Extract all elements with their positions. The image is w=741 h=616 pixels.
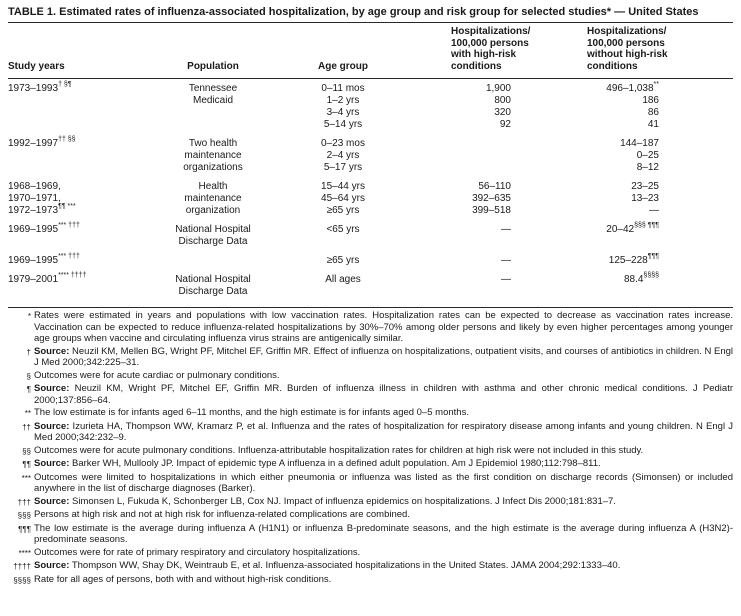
footnote: [8, 370, 733, 383]
footnote-marker: ¶¶¶: [18, 524, 31, 534]
table-row: [8, 135, 733, 150]
cell-age-group: [293, 286, 393, 298]
footnote-marker: *: [27, 312, 31, 321]
cell-study-years: [8, 135, 133, 150]
cell-high-risk-rate: [393, 274, 543, 286]
header-line: 100,000 persons: [587, 37, 665, 49]
footnote-body-text: Persons at high risk and not at high risk for influenza-related complications are combined.: [34, 509, 410, 520]
cell-without-high-risk-rate: [543, 221, 733, 236]
footnote-body-text: Neuzil KM, Wright PF, Mitchel EF, Griffin MR. Burden of influenza illness in children with asthma and other chronic medical conditions. J Pediatr 2000;137:856–64.: [34, 383, 733, 406]
cell-without-high-risk-rate: [543, 107, 733, 119]
without-high-risk-footnote-marks: §§§§: [643, 271, 659, 279]
cell-study-years: [8, 107, 133, 119]
footnote-marker: †††: [17, 497, 31, 507]
cell-population: National Hospital: [175, 224, 251, 235]
cell-study-years: [8, 150, 133, 162]
footnote-body-text: Rate for all ages of persons, both with and without high-risk conditions.: [34, 573, 332, 585]
footnote-marker: **: [24, 409, 31, 418]
footnote-source-label: Source:: [34, 458, 70, 469]
footnote-marker: ††††: [13, 562, 31, 571]
without-high-risk-value: —: [649, 205, 659, 216]
cell-without-high-risk-rate: [543, 236, 733, 248]
study-years-text: 1992–1997: [8, 138, 59, 149]
footnote-text: [34, 472, 733, 495]
footnote: [8, 472, 733, 495]
table-title: TABLE 1. Estimated rates of influenza-associated hospitalization, by age group and risk group for selected studies* — United States: [8, 6, 699, 18]
cell-age-group: ≥65 yrs: [326, 205, 360, 216]
study-years-footnote-marks: † §¶: [58, 80, 72, 88]
cell-age-group: 45–64 yrs: [321, 193, 365, 204]
footnote-source-label: Source:: [34, 495, 70, 507]
footnote-source-label: Source:: [34, 420, 70, 432]
table-row: [8, 221, 733, 236]
cell-population: Medicaid: [192, 95, 234, 106]
table-row: [8, 119, 733, 131]
footnote-marker: §: [26, 371, 31, 381]
table-row: [8, 236, 733, 248]
footnote-text: [34, 523, 733, 546]
without-high-risk-value: 86: [647, 107, 659, 118]
without-high-risk-value: 20–42: [606, 224, 635, 235]
footnote-body-text: Outcomes were limited to hospitalizations in which either pneumonia or influenza was listed as the first condition on discharge records (Simonsen) or included anywhere in the list of discharge diagnoses (Barker).: [34, 471, 733, 494]
cell-study-years: [8, 271, 133, 286]
high-risk-value: 56–110: [478, 181, 511, 192]
cell-age-group: [293, 236, 393, 248]
footnote: [8, 560, 733, 573]
footnote: [8, 547, 733, 560]
cell-study-years: [8, 119, 133, 131]
table-row: [8, 271, 733, 286]
study-years-footnote-marks: ¶¶ ***: [58, 202, 76, 210]
cell-high-risk-rate: [393, 193, 543, 205]
header-study-years: Study years: [8, 60, 65, 72]
study-years-text: 1973–1993: [8, 83, 59, 94]
footnote-text: [34, 310, 733, 345]
footnote-text: [34, 445, 733, 458]
footnote-text: [34, 509, 733, 522]
header-without-high-risk-conditions: [543, 26, 733, 72]
footnote: [8, 509, 733, 522]
high-risk-value: 92: [499, 119, 511, 130]
study-years-text: 1972–1973: [8, 205, 59, 216]
cell-high-risk-rate: [393, 205, 543, 217]
header-high-risk-conditions: [393, 26, 543, 72]
footnote-text: [34, 458, 733, 471]
high-risk-value: —: [501, 224, 511, 235]
cell-high-risk-rate: [393, 119, 543, 131]
cell-study-years: [8, 162, 133, 174]
footnote-text: [34, 421, 733, 444]
study-years-text: 1979–2001: [8, 274, 59, 285]
without-high-risk-value: 0–25: [636, 150, 659, 161]
cell-age-group: 15–44 yrs: [321, 181, 365, 192]
cell-high-risk-rate: [393, 224, 543, 236]
footnote-body-text: Outcomes were for acute pulmonary conditions. Influenza-attributable hospitalization rates for children at high risk were not included in this study.: [34, 444, 644, 456]
table-body: [8, 79, 733, 304]
header-line: Hospitalizations/: [451, 26, 531, 37]
footnote-body-text: Outcomes were for acute cardiac or pulmonary conditions.: [34, 369, 280, 381]
cell-age-group: 2–4 yrs: [326, 150, 360, 161]
cell-age-group: 0–23 mos: [321, 138, 365, 149]
cell-age-group: 1–2 yrs: [326, 95, 360, 106]
table-row: [8, 162, 733, 174]
without-high-risk-value: 88.4: [623, 274, 644, 285]
cell-high-risk-rate: [393, 95, 543, 107]
footnote: [8, 383, 733, 406]
without-high-risk-value: 496–1,038: [606, 83, 654, 94]
high-risk-value: 1,900: [485, 83, 511, 94]
cell-high-risk-rate: [393, 255, 543, 267]
without-high-risk-value: 186: [642, 95, 659, 106]
cell-high-risk-rate: [393, 286, 543, 298]
divider-under-table: [8, 307, 733, 308]
cell-without-high-risk-rate: [543, 80, 733, 95]
high-risk-value: 399–518: [472, 205, 511, 216]
table-row: [8, 95, 733, 107]
study-years-text: 1969–1995: [8, 255, 59, 266]
cell-population: organization: [185, 205, 241, 216]
footnote-marker: ¶¶: [22, 460, 31, 469]
header-line: Hospitalizations/: [587, 26, 667, 37]
cell-high-risk-rate: [393, 162, 543, 174]
footnote-body-text: Barker WH, Mullooly JP. Impact of epidemic type A influenza in a defined adult population. Am J Epidemiol 1980;112:798–811.: [69, 458, 601, 469]
cell-without-high-risk-rate: [543, 162, 733, 174]
study-years-footnote-marks: †† §§: [58, 135, 76, 143]
footnote-source-label: Source:: [34, 383, 70, 394]
cell-age-group: 3–4 yrs: [326, 107, 360, 118]
cell-without-high-risk-rate: [543, 286, 733, 298]
table-row: [8, 193, 733, 205]
high-risk-value: —: [501, 255, 511, 266]
footnote: [8, 496, 733, 509]
cell-study-years: [8, 286, 133, 298]
footnote-body-text: Thompson WW, Shay DK, Weintraub E, et al. Influenza-associated hospitalizations in the United States. JAMA 2004;292:1333–40.: [69, 560, 621, 571]
cell-population: [133, 107, 293, 119]
footnote-body-text: The low estimate is for infants aged 6–11 months, and the high estimate is for infants aged 0–5 months.: [34, 407, 469, 418]
footnote: [8, 574, 733, 587]
without-high-risk-value: 23–25: [631, 181, 659, 192]
study-years-text: 1968–1969,: [8, 181, 61, 192]
high-risk-value: 800: [494, 95, 511, 106]
footnote: [8, 421, 733, 444]
footnote-body-text: Outcomes were for rate of primary respiratory and circulatory hospitalizations.: [34, 546, 361, 558]
footnote-body-text: Simonsen L, Fukuda K, Schonberger LB, Cox NJ. Impact of influenza epidemics on hospitalizations. J Infect Dis 2000;181:831–7.: [69, 495, 616, 507]
cell-high-risk-rate: [393, 236, 543, 248]
table-row: [8, 80, 733, 95]
cell-population: maintenance: [184, 150, 242, 161]
table-row: [8, 202, 733, 217]
cell-age-group: 5–14 yrs: [323, 119, 363, 130]
cell-without-high-risk-rate: [543, 138, 733, 150]
cell-age-group: <65 yrs: [326, 224, 360, 235]
footnote-marker: †: [26, 347, 31, 357]
header-population: Population: [187, 60, 239, 72]
footnote-marker: ***: [21, 473, 31, 483]
footnote-marker: ††: [22, 422, 31, 432]
footnote-text: [34, 383, 733, 406]
footnote-marker: ¶: [26, 385, 31, 394]
footnote-text: [34, 346, 733, 369]
cell-population: Two health: [188, 138, 238, 149]
footnote-text: [34, 407, 733, 420]
high-risk-value: 320: [494, 107, 511, 118]
without-high-risk-value: 125–228: [608, 255, 648, 266]
cell-without-high-risk-rate: [543, 205, 733, 217]
table-row: [8, 150, 733, 162]
without-high-risk-footnote-marks: ¶¶¶: [647, 252, 659, 260]
header-line: conditions: [587, 60, 638, 72]
cell-population: maintenance: [184, 193, 242, 204]
header-age-group: Age group: [318, 60, 368, 72]
footnote: [8, 346, 733, 369]
header-line: 100,000 persons: [451, 37, 529, 49]
header-line: conditions: [451, 60, 502, 72]
cell-high-risk-rate: [393, 181, 543, 193]
study-years-footnote-marks: *** †††: [58, 221, 80, 229]
high-risk-value: 392–635: [472, 193, 511, 204]
footnote-body-text: Neuzil KM, Mellen BG, Wright PF, Mitchel EF, Griffin MR. Effect of influenza on hospitalizations, outpatient visits, and courses of antibiotics in children. N Engl J Med 2000;342:225–31.: [34, 345, 733, 368]
cell-age-group: All ages: [325, 274, 361, 285]
without-high-risk-footnote-marks: §§§ ¶¶¶: [634, 221, 659, 229]
cell-study-years: [8, 181, 133, 193]
cell-high-risk-rate: [393, 83, 543, 95]
footnote-source-label: Source:: [34, 560, 70, 571]
footnote-text: [34, 370, 733, 383]
table-header-row: [8, 23, 733, 75]
cell-high-risk-rate: [393, 138, 543, 150]
high-risk-value: —: [501, 274, 511, 285]
without-high-risk-value: 13–23: [631, 193, 659, 204]
cell-age-group: 5–17 yrs: [323, 162, 363, 173]
cell-population: Discharge Data: [178, 236, 248, 247]
study-years-footnote-marks: *** †††: [58, 252, 80, 260]
cell-without-high-risk-rate: [543, 95, 733, 107]
cell-age-group: ≥65 yrs: [326, 255, 360, 266]
footnote-marker: §§§§: [13, 575, 31, 585]
without-high-risk-value: 144–187: [620, 138, 659, 149]
footnote-source-label: Source:: [34, 345, 70, 357]
study-years-text: 1970–1971,: [8, 193, 61, 204]
footnotes-section: [8, 310, 733, 586]
without-high-risk-value: 8–12: [636, 162, 659, 173]
footnote-marker: §§§: [17, 511, 31, 520]
cell-study-years: [8, 236, 133, 248]
cell-high-risk-rate: [393, 107, 543, 119]
cell-without-high-risk-rate: [543, 181, 733, 193]
cell-study-years: [8, 252, 133, 267]
header-line: with high-risk: [451, 49, 516, 60]
cell-population: [133, 255, 293, 267]
cell-without-high-risk-rate: [543, 193, 733, 205]
cell-population: Tennessee: [188, 83, 238, 94]
without-high-risk-footnote-marks: **: [653, 80, 659, 88]
study-years-footnote-marks: **** ††††: [58, 271, 87, 279]
cell-without-high-risk-rate: [543, 119, 733, 131]
cell-high-risk-rate: [393, 150, 543, 162]
cell-without-high-risk-rate: [543, 252, 733, 267]
table-row: [8, 181, 733, 193]
cell-age-group: 0–11 mos: [321, 83, 365, 94]
cell-population: Discharge Data: [178, 286, 248, 297]
cell-study-years: [8, 80, 133, 95]
cell-study-years: [8, 202, 133, 217]
without-high-risk-value: 41: [647, 119, 659, 130]
footnote-text: [34, 496, 733, 509]
footnote: [8, 310, 733, 345]
footnote: [8, 523, 733, 546]
footnote-text: [34, 560, 733, 573]
cell-population: [133, 119, 293, 131]
cell-study-years: [8, 221, 133, 236]
cell-population: organizations: [183, 162, 243, 173]
footnote-body-text: Rates were estimated in years and populations with low vaccination rates. Hospitalization rates can be expected to decrease as vaccination rates increase. Vaccination can be expected to reduce influenza-related hospitalizations by 30%–70% among older persons and likely by even higher percentages among younger age groups when vaccine and circulating influenza virus strains are antigenically similar.: [34, 310, 733, 344]
footnote-body-text: The low estimate is the average during influenza A (H1N1) or influenza B-predominate seasons, and the high estimate is the average during influenza A (H3N2)-predominate seasons.: [34, 522, 733, 545]
table-row: [8, 107, 733, 119]
table-row: [8, 252, 733, 267]
table-row: [8, 286, 733, 298]
footnote-marker: ****: [18, 548, 31, 558]
study-years-text: 1969–1995: [8, 224, 59, 235]
header-line: without high-risk: [587, 49, 668, 60]
footnote-body-text: Izurieta HA, Thompson WW, Kramarz P, et al. Influenza and the rates of hospitalization for respiratory disease among infants and young children. N Engl J Med 2000;342:232–9.: [34, 420, 733, 443]
footnote: [8, 458, 733, 471]
cell-without-high-risk-rate: [543, 271, 733, 286]
footnote-text: [34, 574, 733, 587]
footnote-text: [34, 547, 733, 560]
cell-population: National Hospital: [175, 274, 251, 285]
cell-study-years: [8, 95, 133, 107]
cell-without-high-risk-rate: [543, 150, 733, 162]
footnote: [8, 445, 733, 458]
footnote-marker: §§: [22, 446, 31, 456]
cell-population: Health: [198, 181, 228, 192]
footnote: [8, 407, 733, 420]
